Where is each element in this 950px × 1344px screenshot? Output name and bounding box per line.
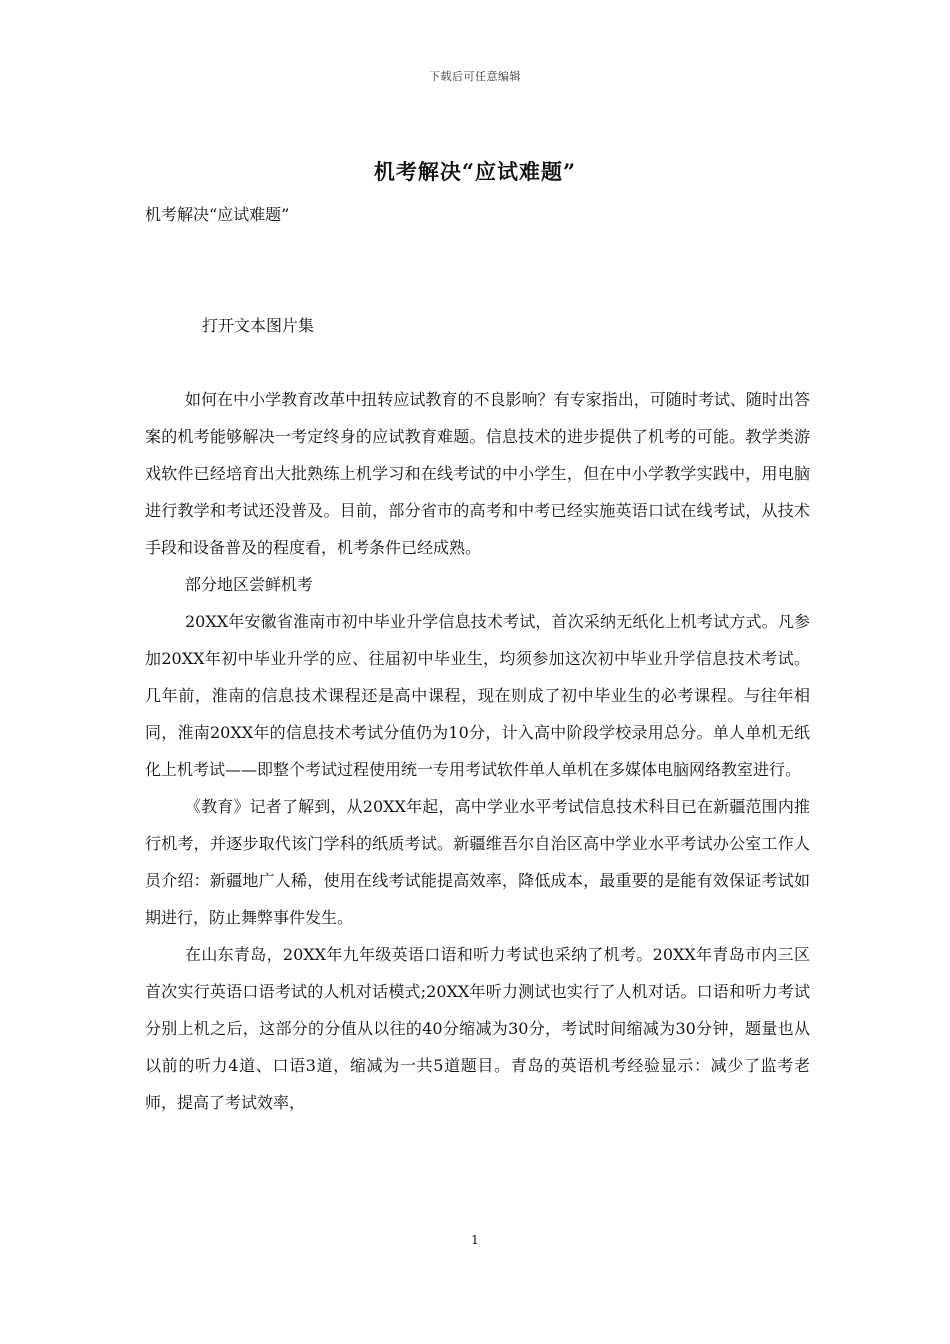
article-body: [145, 381, 810, 1121]
document-subtitle: 机考解决“应试难题”: [145, 205, 290, 224]
open-image-gallery-link[interactable]: 打开文本图片集: [202, 316, 315, 335]
paragraph-huainan: 20XX年安徽省淮南市初中毕业升学信息技术考试，首次采纳无纸化上机考试方式。凡参加20XX年初中毕业升学的应、往届初中毕业生，均须参加这次初中毕业升学信息技术考试。几年前，淮南的信息技术课程还是高中课程，现在则成了初中毕业生的必考课程。与往年相同，淮南20XX年的信息技术考试分值仍为10分，计入高中阶段学校录用总分。单人单机无纸化上机考试——即整个考试过程使用统一专用考试软件单人单机在多媒体电脑网络教室进行。: [145, 612, 810, 779]
header-note: 下载后可任意编辑: [429, 70, 521, 83]
paragraph-intro: 如何在中小学教育改革中扭转应试教育的不良影响？有专家指出，可随时考试、随时出答案的机考能够解决一考定终身的应试教育难题。信息技术的进步提供了机考的可能。教学类游戏软件已经培育出大批熟练上机学习和在线考试的中小学生，但在中小学教学实践中，用电脑进行教学和考试还没普及。目前，部分省市的高考和中考已经实施英语口试在线考试，从技术手段和设备普及的程度看，机考条件已经成熟。: [145, 390, 810, 557]
section-heading: 部分地区尝鲜机考: [185, 575, 314, 594]
paragraph-xinjiang: 《教育》记者了解到，从20XX年起，高中学业水平考试信息技术科目已在新疆范围内推行机考，并逐步取代该门学科的纸质考试。新疆维吾尔自治区高中学业水平考试办公室工作人员介绍：新疆地广人稀，使用在线考试能提高效率，降低成本，最重要的是能有效保证考试如期进行，防止舞弊事件发生。: [145, 797, 810, 927]
page-number: 1: [471, 1233, 479, 1247]
document-title: 机考解决“应试难题”: [373, 159, 577, 184]
paragraph-qingdao: 在山东青岛，20XX年九年级英语口语和听力考试也采纳了机考。20XX年青岛市内三区首次实行英语口语考试的人机对话模式;20XX年听力测试也实行了人机对话。口语和听力考试分别上机之后，这部分的分值从以往的40分缩减为30分，考试时间缩减为30分钟，题量也从以前的听力4道、口语3道，缩减为一共5道题目。青岛的英语机考经验显示：减少了监考老师，提高了考试效率，: [145, 945, 810, 1112]
